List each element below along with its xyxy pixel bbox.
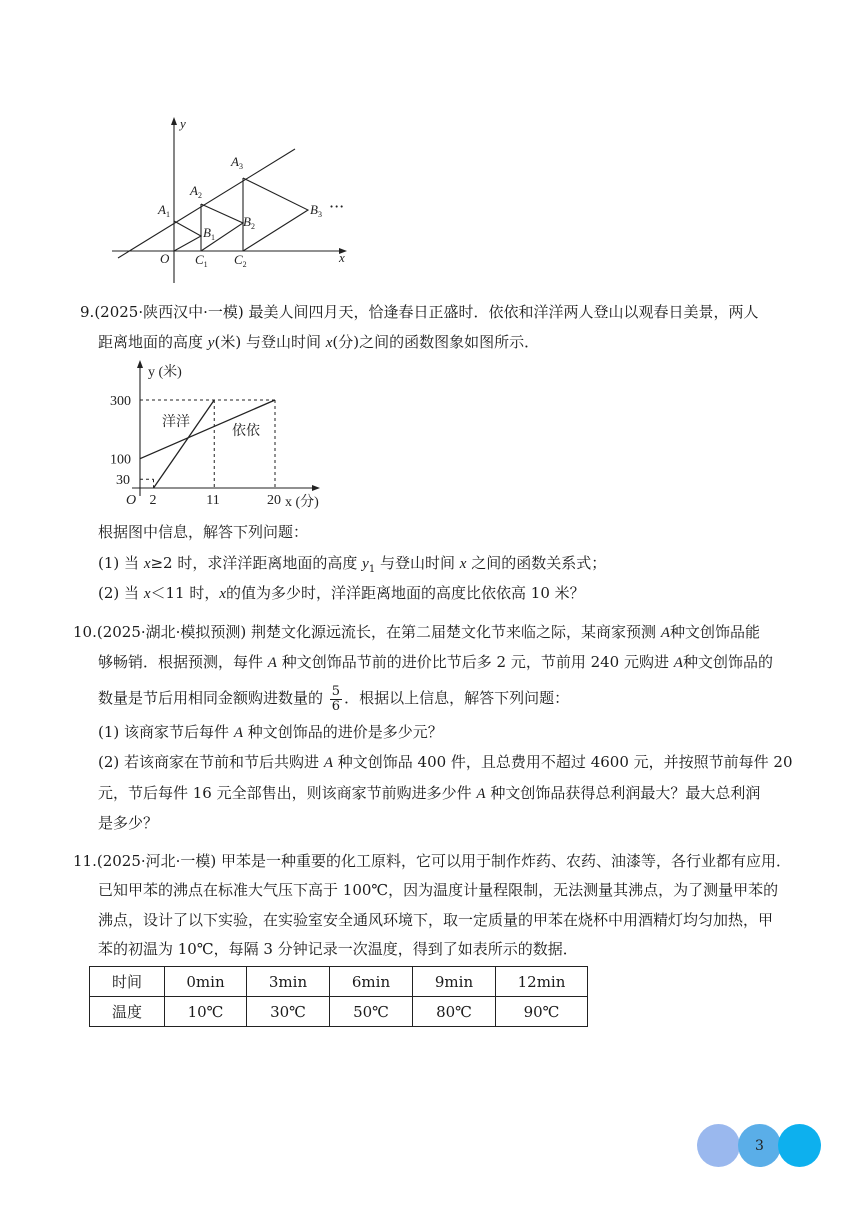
- x-axis-label: x: [339, 250, 345, 265]
- temperature-table: [89, 966, 588, 1027]
- table-cell: 6min: [330, 967, 413, 997]
- y-axis-label: y (米): [148, 365, 182, 380]
- q11-line4: 苯的初温为 10℃，每隔 3 分钟记录一次温度，得到了如表所示的数据．: [98, 940, 578, 958]
- x-axis-label: x (分): [285, 495, 319, 510]
- q9-l2-x: x: [325, 335, 333, 351]
- q10-s2-A: A: [323, 755, 333, 771]
- q10-number: 10.: [73, 623, 97, 641]
- label-b2: $B_2$: [243, 214, 255, 231]
- geometry-figure: [0, 0, 868, 290]
- q10-l2-A2: A: [673, 655, 683, 671]
- q9-sub1: [98, 553, 606, 580]
- table-cell: 12min: [496, 967, 588, 997]
- q10-l2-c: 种文创饰品的: [682, 653, 773, 671]
- q10-l3-b: ．根据以上信息，解答下列问题：: [344, 689, 570, 707]
- fraction-5-6: [330, 685, 342, 714]
- x-tick-2: 2: [149, 493, 157, 508]
- q10-l1-A: A: [660, 625, 670, 641]
- series-line-yangyang: [154, 400, 215, 488]
- frac-denominator: 6: [331, 698, 341, 714]
- y-arrow: [137, 360, 143, 368]
- table-cell: 90℃: [496, 997, 588, 1027]
- x-tick-11: 11: [206, 493, 220, 508]
- origin-label: O: [160, 251, 170, 266]
- label-a3: $A_3$: [231, 154, 243, 171]
- q10-line3: [98, 681, 569, 715]
- x-tick-20: 20: [267, 493, 281, 508]
- q10-line2: [98, 652, 773, 673]
- q10-s1-b: 种文创饰品的进价是多少元？: [247, 723, 443, 741]
- page-number: 3: [755, 1137, 764, 1154]
- q11-line3: 沸点，设计了以下实验，在实验室安全通风环境下，取一定质量的甲苯在烧杯中用酒精灯均匀加热，甲: [98, 911, 774, 929]
- q10-s1-A: A: [233, 725, 243, 741]
- q9-text1: (2025·陕西汉中·一模) 最美人间四月天，恰逢春日正盛时．依依和洋洋两人登山以观春日美景，两人: [94, 303, 759, 321]
- table-row: [90, 967, 588, 997]
- q10-s1-a: (1) 该商家节后每件: [98, 723, 230, 741]
- frac-numerator: 5: [331, 683, 341, 699]
- origin-label: O: [126, 493, 137, 508]
- q10-l1-a: (2025·湖北·模拟预测) 荆楚文化源远流长，在第二届楚文化节来临之际，某商家预测: [96, 623, 657, 641]
- q10-s2-b: 种文创饰品 400 件，且总费用不超过 4600 元，并按照节前每件 20: [337, 753, 793, 771]
- q9-s1-c: 与登山时间: [379, 554, 455, 572]
- q9-s1-x2: x: [459, 556, 467, 572]
- y-arrow: [171, 117, 177, 125]
- q9-l2-xmid: (分): [332, 333, 360, 351]
- page-circle-2: [738, 1124, 781, 1167]
- q10-sub1: [98, 722, 443, 743]
- q9-l2-mid: (米) 与登山时间: [214, 333, 321, 351]
- label-b3: $B_3$: [310, 202, 322, 219]
- q9-s1-sub: 1: [368, 564, 376, 575]
- q9-s1-x: x: [143, 556, 151, 572]
- q9-sub2: [98, 583, 585, 604]
- q11-line1: [73, 851, 791, 871]
- page-circle-1: [697, 1124, 740, 1167]
- q10-l2-a: 够畅销．根据预测，每件: [98, 653, 264, 671]
- table-cell: 10℃: [165, 997, 247, 1027]
- q9-s1-a: (1) 当: [98, 554, 140, 572]
- q9-number: 9.: [80, 303, 95, 321]
- q9-s2-b: ＜11 时，: [150, 584, 220, 602]
- triangle-a1: [174, 221, 201, 251]
- series-label-yiyi: 依依: [232, 424, 260, 439]
- q10-s2l2-a: 元，节后每件 16 元全部售出，则该商家节前购进多少件: [98, 784, 472, 802]
- q10-sub2: [98, 752, 793, 773]
- q10-line1: [73, 622, 760, 643]
- y-tick-300: 300: [110, 394, 131, 409]
- q9-line2: [98, 332, 539, 353]
- ellipsis: ···: [329, 197, 345, 216]
- y-axis-label: y: [180, 116, 186, 131]
- q9-s1-y: y: [362, 556, 369, 572]
- y-tick-30: 30: [116, 473, 130, 489]
- q9-line1: [80, 302, 759, 322]
- q9-l2-y: y: [207, 335, 215, 351]
- series-label-yangyang: 洋洋: [162, 415, 190, 430]
- table-cell: 0min: [165, 967, 247, 997]
- q9-s1-b: ≥2 时，求洋洋距离地面的高度: [150, 554, 358, 572]
- y-tick-100: 100: [110, 452, 131, 468]
- q9-s1-d: 之间的函数关系式；: [471, 554, 607, 572]
- table-cell: 3min: [247, 967, 330, 997]
- page-circle-3: [778, 1124, 821, 1167]
- table-row: [90, 997, 588, 1027]
- q10-l1-b: 种文创饰品能: [670, 623, 761, 641]
- label-a2: $A_2$: [190, 183, 202, 200]
- q10-l2-b: 种文创饰品节前的进价比节后多 2 元，节前用 240 元购进: [281, 653, 669, 671]
- q10-s2l2-b: 种文创饰品获得总利润最大？最大总利润: [490, 784, 761, 802]
- table-cell: 9min: [413, 967, 496, 997]
- q10-sub2-l3: 是多少？: [98, 814, 159, 832]
- table-cell: 时间: [90, 967, 165, 997]
- q10-s2-a: (2) 若该商家在节前和节后共购进: [98, 753, 320, 771]
- label-a1: $A_1$: [158, 202, 170, 219]
- q9-l2-suffix: 之间的函数图象如图所示．: [359, 333, 540, 351]
- table-cell: 30℃: [247, 997, 330, 1027]
- table-cell: 50℃: [330, 997, 413, 1027]
- q10-l2-A: A: [267, 655, 277, 671]
- q9-s2-x2: x: [219, 586, 227, 602]
- q9-s2-c: 的值为多少时，洋洋距离地面的高度比依依高 10 米？: [226, 584, 585, 602]
- table-cell: 温度: [90, 997, 165, 1027]
- table-cell: 80℃: [413, 997, 496, 1027]
- label-b1: $B_1$: [203, 225, 215, 242]
- label-c2: $C_2$: [234, 252, 247, 269]
- q11-line2: 已知甲苯的沸点在标准大气压下高于 100℃，因为温度计量程限制，无法测量其沸点，为了测量甲苯的: [98, 881, 779, 899]
- q9-intro: 根据图中信息，解答下列问题：: [98, 523, 309, 541]
- diagonal-line: [118, 149, 295, 258]
- q9-l2-prefix: 距离地面的高度: [98, 333, 204, 351]
- q9-chart: [0, 358, 868, 518]
- q10-l3-a: 数量是节后用相同金额购进数量的: [98, 689, 324, 707]
- q11-l1: (2025·河北·一模) 甲苯是一种重要的化工原料，它可以用于制作炸药、农药、油漆等，各行业都有应用．: [96, 852, 792, 870]
- q9-s2-a: (2) 当: [98, 584, 140, 602]
- rhombus-a3: [243, 178, 308, 251]
- q10-sub2-l2: [98, 783, 760, 804]
- q10-s2l2-A: A: [476, 786, 486, 802]
- x-arrow: [312, 485, 320, 491]
- q11-number: 11.: [73, 852, 97, 870]
- label-c1: $C_1$: [195, 252, 208, 269]
- q9-s2-x: x: [143, 586, 151, 602]
